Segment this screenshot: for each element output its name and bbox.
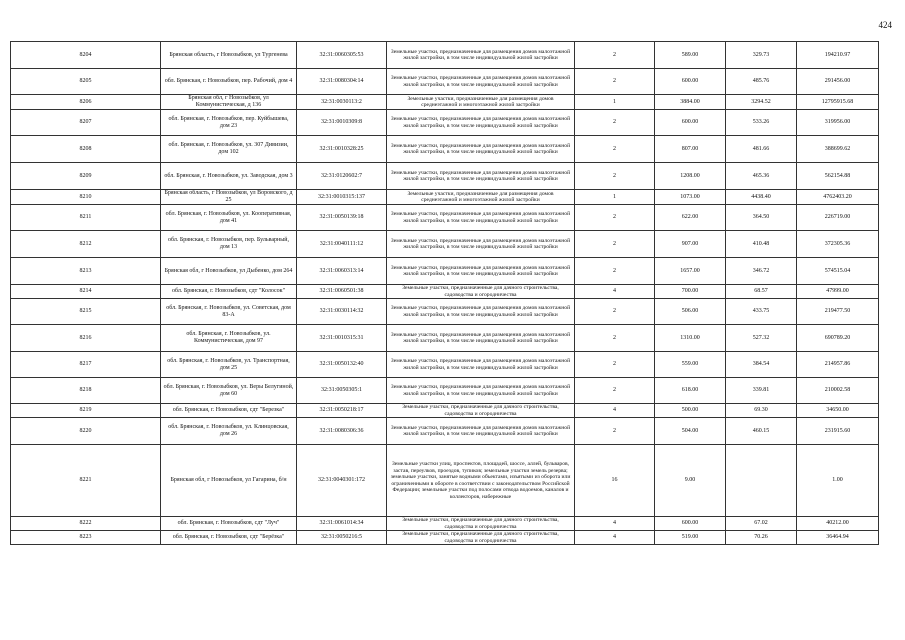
address-cell: обл. Брянская, г. Новозыбков, пер. Бульварный, дом 13 bbox=[161, 231, 297, 258]
land-use-cell: Земельные участки, предназначенные для дачного строительства, садоводства и огородничества bbox=[387, 517, 575, 531]
table-row bbox=[11, 163, 879, 190]
cadastral-number-cell: 32:31:0030114:32 bbox=[297, 299, 387, 325]
row-number: 8211 bbox=[11, 205, 161, 231]
cadastral-value-cell: 219477.50 bbox=[797, 299, 879, 325]
group-cell: 4 bbox=[575, 285, 655, 299]
specific-value-cell: 533.26 bbox=[726, 110, 797, 136]
row-number: 8210 bbox=[11, 190, 161, 205]
area-cell: 700.00 bbox=[655, 285, 726, 299]
table-row bbox=[11, 517, 879, 531]
cadastral-value-cell: 690789.20 bbox=[797, 325, 879, 352]
land-use-cell: Земельные участки, предназначенные для размещения домов среднеэтажной и многоэтажной жилой застройки bbox=[387, 95, 575, 110]
row-number: 8218 bbox=[11, 378, 161, 404]
cadastral-number-cell: 32:31:0061014:34 bbox=[297, 517, 387, 531]
cadastral-number-cell: 32:31:0080304:14 bbox=[297, 69, 387, 95]
cadastral-value-cell: 194210.97 bbox=[797, 42, 879, 69]
address-cell: обл. Брянская, г. Новозыбков, сдт "Берёзка" bbox=[161, 531, 297, 545]
address-cell: обл. Брянская, г. Новозыбков, сдт "Луч" bbox=[161, 517, 297, 531]
table-row bbox=[11, 231, 879, 258]
cadastral-value-cell: 319956.00 bbox=[797, 110, 879, 136]
specific-value-cell: 67.02 bbox=[726, 517, 797, 531]
area-cell: 1657.00 bbox=[655, 258, 726, 285]
table-row bbox=[11, 136, 879, 163]
land-use-cell: Земельные участки, предназначенные для размещения домов малоэтажной жилой застройки, в том числе индивидуальной жилой застройки bbox=[387, 42, 575, 69]
specific-value-cell bbox=[726, 445, 797, 517]
address-cell: обл. Брянская, г. Новозыбков, ул. Советская, дом 83-А bbox=[161, 299, 297, 325]
group-cell: 2 bbox=[575, 136, 655, 163]
cadastral-value-cell: 574515.04 bbox=[797, 258, 879, 285]
area-cell: 807.00 bbox=[655, 136, 726, 163]
cadastral-number-cell: 32:31:0010309:8 bbox=[297, 110, 387, 136]
group-cell: 1 bbox=[575, 190, 655, 205]
land-use-cell: Земельные участки, предназначенные для размещения домов малоэтажной жилой застройки, в том числе индивидуальной жилой застройки bbox=[387, 163, 575, 190]
cadastral-value-cell: 562154.88 bbox=[797, 163, 879, 190]
specific-value-cell: 339.81 bbox=[726, 378, 797, 404]
row-number: 8206 bbox=[11, 95, 161, 110]
group-cell: 2 bbox=[575, 205, 655, 231]
row-number: 8223 bbox=[11, 531, 161, 545]
table-row bbox=[11, 205, 879, 231]
area-cell: 500.00 bbox=[655, 404, 726, 418]
group-cell: 2 bbox=[575, 110, 655, 136]
area-cell: 600.00 bbox=[655, 69, 726, 95]
land-use-cell: Земельные участки, предназначенные для размещения домов малоэтажной жилой застройки, в том числе индивидуальной жилой застройки bbox=[387, 110, 575, 136]
group-cell: 2 bbox=[575, 325, 655, 352]
land-use-cell: Земельные участки, предназначенные для размещения домов малоэтажной жилой застройки, в том числе индивидуальной жилой застройки bbox=[387, 299, 575, 325]
group-cell: 2 bbox=[575, 258, 655, 285]
specific-value-cell: 460.15 bbox=[726, 418, 797, 445]
address-cell: обл. Брянская, г. Новозыбков, пер. Куйбышева, дом 23 bbox=[161, 110, 297, 136]
table-row bbox=[11, 42, 879, 69]
table-row bbox=[11, 352, 879, 378]
row-number: 8208 bbox=[11, 136, 161, 163]
area-cell: 1310.00 bbox=[655, 325, 726, 352]
land-use-cell: Земельные участки, предназначенные для размещения домов малоэтажной жилой застройки, в том числе индивидуальной жилой застройки bbox=[387, 136, 575, 163]
table-row bbox=[11, 378, 879, 404]
land-use-cell: Земельные участки, предназначенные для дачного строительства, садоводства и огородничества bbox=[387, 285, 575, 299]
address-cell: Брянская обл, г Новозыбков, ул Коммунистическая, д 136 bbox=[161, 95, 297, 110]
table-row bbox=[11, 299, 879, 325]
cadastral-value-cell: 291456.00 bbox=[797, 69, 879, 95]
area-cell: 9.00 bbox=[655, 445, 726, 517]
cadastral-number-cell: 32:31:0050216:5 bbox=[297, 531, 387, 545]
area-cell: 559.00 bbox=[655, 352, 726, 378]
land-use-cell: Земельные участки, предназначенные для размещения домов малоэтажной жилой застройки, в том числе индивидуальной жилой застройки bbox=[387, 69, 575, 95]
cadastral-number-cell: 32:31:0060313:14 bbox=[297, 258, 387, 285]
area-cell: 1208.00 bbox=[655, 163, 726, 190]
table-row bbox=[11, 69, 879, 95]
group-cell: 16 bbox=[575, 445, 655, 517]
land-use-cell: Земельные участки, предназначенные для размещения домов малоэтажной жилой застройки, в том числе индивидуальной жилой застройки bbox=[387, 258, 575, 285]
address-cell: обл. Брянская, г. Новозыбков, ул. Клинцовская, дом 26 bbox=[161, 418, 297, 445]
address-cell: обл. Брянская, г. Новозыбков, ул. Заводская, дом 3 bbox=[161, 163, 297, 190]
cadastral-value-cell: 372305.36 bbox=[797, 231, 879, 258]
cadastral-value-cell: 226719.00 bbox=[797, 205, 879, 231]
cadastral-value-cell: 34650.00 bbox=[797, 404, 879, 418]
cadastral-value-cell: 214957.86 bbox=[797, 352, 879, 378]
group-cell: 2 bbox=[575, 299, 655, 325]
area-cell: 907.00 bbox=[655, 231, 726, 258]
specific-value-cell: 346.72 bbox=[726, 258, 797, 285]
group-cell: 2 bbox=[575, 418, 655, 445]
specific-value-cell: 3294.52 bbox=[726, 95, 797, 110]
cadastral-number-cell: 32:31:0060501:38 bbox=[297, 285, 387, 299]
row-number: 8213 bbox=[11, 258, 161, 285]
row-number: 8222 bbox=[11, 517, 161, 531]
table-row bbox=[11, 325, 879, 352]
row-number: 8209 bbox=[11, 163, 161, 190]
cadastral-number-cell: 32:31:0050132:40 bbox=[297, 352, 387, 378]
group-cell: 2 bbox=[575, 231, 655, 258]
address-cell: обл. Брянская, г. Новозыбков, ул. Кооперативная, дом 41 bbox=[161, 205, 297, 231]
row-number: 8220 bbox=[11, 418, 161, 445]
specific-value-cell: 384.54 bbox=[726, 352, 797, 378]
row-number: 8214 bbox=[11, 285, 161, 299]
area-cell: 1073.00 bbox=[655, 190, 726, 205]
address-cell: Брянская область, г Новозыбков, ул Воровского, д 25 bbox=[161, 190, 297, 205]
specific-value-cell: 68.57 bbox=[726, 285, 797, 299]
table-row bbox=[11, 531, 879, 545]
cadastral-value-cell: 210002.58 bbox=[797, 378, 879, 404]
row-number: 8207 bbox=[11, 110, 161, 136]
cadastral-value-cell: 1.00 bbox=[797, 445, 879, 517]
land-use-cell: Земельные участки, предназначенные для размещения домов малоэтажной жилой застройки, в том числе индивидуальной жилой застройки bbox=[387, 205, 575, 231]
land-use-cell: Земельные участки, предназначенные для размещения домов малоэтажной жилой застройки, в том числе индивидуальной жилой застройки bbox=[387, 231, 575, 258]
group-cell: 2 bbox=[575, 163, 655, 190]
land-use-cell: Земельные участки, предназначенные для дачного строительства, садоводства и огородничества bbox=[387, 404, 575, 418]
specific-value-cell: 69.30 bbox=[726, 404, 797, 418]
specific-value-cell: 433.75 bbox=[726, 299, 797, 325]
row-number: 8212 bbox=[11, 231, 161, 258]
land-use-cell: Земельные участки, предназначенные для размещения домов малоэтажной жилой застройки, в том числе индивидуальной жилой застройки bbox=[387, 325, 575, 352]
cadastral-number-cell: 32:31:0080306:36 bbox=[297, 418, 387, 445]
cadastral-value-cell: 36464.94 bbox=[797, 531, 879, 545]
row-number: 8205 bbox=[11, 69, 161, 95]
specific-value-cell: 527.32 bbox=[726, 325, 797, 352]
address-cell: обл. Брянская, г. Новозыбков, ул. 307 Дивизии, дом 102 bbox=[161, 136, 297, 163]
cadastral-value-cell: 12795915.68 bbox=[797, 95, 879, 110]
group-cell: 1 bbox=[575, 95, 655, 110]
cadastral-value-cell: 388699.62 bbox=[797, 136, 879, 163]
specific-value-cell: 364.50 bbox=[726, 205, 797, 231]
land-use-cell: Земельные участки улиц, проспектов, площадей, шоссе, аллей, бульваров, застав, переулков, проездов, тупиков; земельные участки земель резерва; земельные участки, занятые водными объектами, изъятыми из оборота или ограниченными в обороте в соответствии с законодательством Российской Федерации; земельные участки под полосами отвода водоемов, каналов и коллекторов, набережные bbox=[387, 445, 575, 517]
group-cell: 4 bbox=[575, 404, 655, 418]
cadastral-number-cell: 32:31:0030113:2 bbox=[297, 95, 387, 110]
area-cell: 519.00 bbox=[655, 531, 726, 545]
table-row bbox=[11, 404, 879, 418]
cadastral-number-cell: 32:31:0050218:17 bbox=[297, 404, 387, 418]
row-number: 8217 bbox=[11, 352, 161, 378]
cadastral-number-cell: 32:31:0120602:7 bbox=[297, 163, 387, 190]
table-row bbox=[11, 445, 879, 517]
row-number: 8204 bbox=[11, 42, 161, 69]
table-row bbox=[11, 95, 879, 110]
address-cell: обл. Брянская, г. Новозыбков, сдт "Колосок" bbox=[161, 285, 297, 299]
area-cell: 618.00 bbox=[655, 378, 726, 404]
address-cell: Брянская область, г Новозыбков, ул Тургенева bbox=[161, 42, 297, 69]
group-cell: 2 bbox=[575, 352, 655, 378]
address-cell: Брянская обл, г Новозыбков, ул Гагарина, б/н bbox=[161, 445, 297, 517]
table-body bbox=[11, 42, 879, 545]
area-cell: 506.00 bbox=[655, 299, 726, 325]
row-number: 8216 bbox=[11, 325, 161, 352]
group-cell: 4 bbox=[575, 517, 655, 531]
cadastral-number-cell: 32:31:0010315:31 bbox=[297, 325, 387, 352]
cadastral-value-cell: 40212.00 bbox=[797, 517, 879, 531]
cadastral-number-cell: 32:31:0060305:53 bbox=[297, 42, 387, 69]
specific-value-cell: 70.26 bbox=[726, 531, 797, 545]
area-cell: 622.00 bbox=[655, 205, 726, 231]
group-cell: 2 bbox=[575, 69, 655, 95]
area-cell: 504.00 bbox=[655, 418, 726, 445]
area-cell: 589.00 bbox=[655, 42, 726, 69]
area-cell: 3884.00 bbox=[655, 95, 726, 110]
page-number: 424 bbox=[878, 20, 892, 30]
address-cell: Брянская обл, г Новозыбков, ул Дыбенко, дом 264 bbox=[161, 258, 297, 285]
area-cell: 600.00 bbox=[655, 517, 726, 531]
row-number: 8215 bbox=[11, 299, 161, 325]
row-number: 8221 bbox=[11, 445, 161, 517]
land-use-cell: Земельные участки, предназначенные для дачного строительства, садоводства и огородничества bbox=[387, 531, 575, 545]
table-row bbox=[11, 110, 879, 136]
address-cell: обл. Брянская, г. Новозыбков, сдт "Березка" bbox=[161, 404, 297, 418]
cadastral-value-cell: 4762403.20 bbox=[797, 190, 879, 205]
cadastral-number-cell: 32:31:0040301:172 bbox=[297, 445, 387, 517]
land-registry-table bbox=[10, 41, 879, 545]
cadastral-value-cell: 231915.60 bbox=[797, 418, 879, 445]
row-number: 8219 bbox=[11, 404, 161, 418]
table-row bbox=[11, 418, 879, 445]
group-cell: 2 bbox=[575, 42, 655, 69]
specific-value-cell: 410.48 bbox=[726, 231, 797, 258]
land-use-cell: Земельные участки, предназначенные для размещения домов среднеэтажной и многоэтажной жилой застройки bbox=[387, 190, 575, 205]
specific-value-cell: 485.76 bbox=[726, 69, 797, 95]
table-row bbox=[11, 190, 879, 205]
cadastral-number-cell: 32:31:0010315:137 bbox=[297, 190, 387, 205]
specific-value-cell: 465.36 bbox=[726, 163, 797, 190]
specific-value-cell: 4438.40 bbox=[726, 190, 797, 205]
land-use-cell: Земельные участки, предназначенные для размещения домов малоэтажной жилой застройки, в том числе индивидуальной жилой застройки bbox=[387, 352, 575, 378]
land-use-cell: Земельные участки, предназначенные для размещения домов малоэтажной жилой застройки, в том числе индивидуальной жилой застройки bbox=[387, 378, 575, 404]
address-cell: обл. Брянская, г. Новозыбков, пер. Рабочий, дом 4 bbox=[161, 69, 297, 95]
table-row bbox=[11, 258, 879, 285]
group-cell: 4 bbox=[575, 531, 655, 545]
table-row bbox=[11, 285, 879, 299]
cadastral-number-cell: 32:31:0040111:12 bbox=[297, 231, 387, 258]
group-cell: 2 bbox=[575, 378, 655, 404]
land-use-cell: Земельные участки, предназначенные для размещения домов малоэтажной жилой застройки, в том числе индивидуальной жилой застройки bbox=[387, 418, 575, 445]
cadastral-number-cell: 32:31:0050139:18 bbox=[297, 205, 387, 231]
specific-value-cell: 481.66 bbox=[726, 136, 797, 163]
area-cell: 600.00 bbox=[655, 110, 726, 136]
specific-value-cell: 329.73 bbox=[726, 42, 797, 69]
cadastral-number-cell: 32:31:0050305:1 bbox=[297, 378, 387, 404]
address-cell: обл. Брянская, г. Новозыбков, ул. Веры Белугиной, дом 60 bbox=[161, 378, 297, 404]
cadastral-number-cell: 32:31:0010328:25 bbox=[297, 136, 387, 163]
address-cell: обл. Брянская, г. Новозыбков, ул. Транспортная, дом 25 bbox=[161, 352, 297, 378]
address-cell: обл. Брянская, г. Новозыбков, ул. Коммунистическая, дом 97 bbox=[161, 325, 297, 352]
cadastral-value-cell: 47999.00 bbox=[797, 285, 879, 299]
